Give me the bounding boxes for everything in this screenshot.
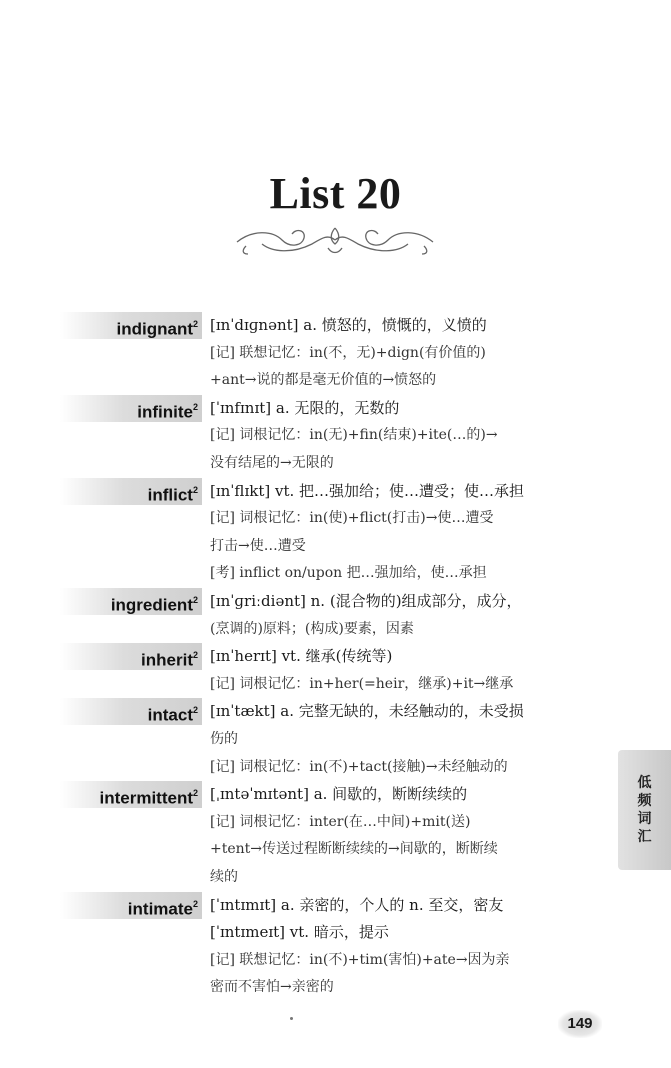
entry-note-line: 没有结尾的→无限的 xyxy=(210,455,334,471)
entry-level: 2 xyxy=(192,650,198,660)
entry-word xyxy=(60,781,202,808)
entry-note-line: +tent→传送过程断断续续的→间歇的，断断续 xyxy=(210,841,498,857)
entry-word-text: intimate xyxy=(127,899,193,919)
entry-note-line: 密而不害怕→亲密的 xyxy=(210,979,334,995)
entry-level: 2 xyxy=(192,705,198,715)
entry-word-text: infinite xyxy=(137,402,193,422)
side-tab xyxy=(618,750,671,870)
entry-word xyxy=(60,312,202,339)
entry-note-line: +ant→说的都是毫无价值的→愤怒的 xyxy=(210,372,437,388)
entry-level: 2 xyxy=(192,402,198,412)
entry-note-line: 打击→使…遭受 xyxy=(210,538,306,554)
entry-note-line: [记] 词根记忆：in(无)+fin(结束)+ite(…的)→ xyxy=(210,427,498,443)
entry-definition: [ɪnˈflɪkt] vt. 把…强加给；使…遭受；使…承担 xyxy=(210,482,525,500)
entry-word xyxy=(60,643,202,670)
entry-definition: [ɪnˈtækt] a. 完整无缺的，未经触动的，未受损 xyxy=(210,702,524,720)
entry-note-line: (烹调的)原料；(构成)要素，因素 xyxy=(210,621,414,637)
entry-note-line: [ˈɪntɪmeɪt] vt. 暗示，提示 xyxy=(210,923,389,941)
page-title: List 20 xyxy=(269,169,402,218)
entry-note-line: [记] 词根记忆：inter(在…中间)+mit(送) xyxy=(210,814,471,830)
entry-word xyxy=(60,588,202,615)
entry-note-line: [记] 联想记忆：in(不，无)+dign(有价值的) xyxy=(210,345,486,361)
entry-word xyxy=(60,892,202,919)
entry-word-text: inflict xyxy=(147,485,193,505)
entry-word-text: intermittent xyxy=(99,788,193,808)
entry-note-line: [考] inflict on/upon 把…强加给，使…承担 xyxy=(210,565,487,581)
entry-note-line: 伤的 xyxy=(210,731,238,747)
entry-note-line: [记] 词根记忆：in(使)+flict(打击)→使…遭受 xyxy=(210,510,494,526)
print-dot xyxy=(290,1017,293,1020)
entry-definition: [ˈɪnfɪnɪt] a. 无限的，无数的 xyxy=(210,399,400,417)
entry-level: 2 xyxy=(192,319,198,329)
side-tab-label: 低频词汇 xyxy=(637,775,652,845)
entry-definition: [ˈɪntɪmɪt] a. 亲密的，个人的 n. 至交，密友 xyxy=(210,896,504,914)
entry-word-text: indignant xyxy=(116,319,193,339)
entry-word xyxy=(60,698,202,725)
entry-word xyxy=(60,478,202,505)
entry-word-text: ingredient xyxy=(110,595,193,615)
entry-note-line: 续的 xyxy=(210,869,238,885)
entry-level: 2 xyxy=(192,595,198,605)
entry-note-line: [记] 词根记忆：in+her(=heir，继承)+it→继承 xyxy=(210,676,514,692)
entry-definition: [ɪnˈɡriːdiənt] n. (混合物的)组成部分，成分， xyxy=(210,592,522,610)
entry-level: 2 xyxy=(192,788,198,798)
entry-note-line: [记] 词根记忆：in(不)+tact(接触)→未经触动的 xyxy=(210,759,508,775)
entry-definition: [ˌɪntəˈmɪtənt] a. 间歇的，断断续续的 xyxy=(210,785,468,803)
decorative-ornament xyxy=(232,220,438,262)
entry-level: 2 xyxy=(192,899,198,909)
entry-word-text: inherit xyxy=(141,650,193,670)
entry-word-text: intact xyxy=(147,705,193,725)
entry-level: 2 xyxy=(192,485,198,495)
entry-note-line: [记] 联想记忆：in(不)+tim(害怕)+ate→因为亲 xyxy=(210,952,510,968)
page-number: 149 xyxy=(558,1010,602,1038)
entry-word xyxy=(60,395,202,422)
entry-definition: [ɪnˈdɪɡnənt] a. 愤怒的，愤慨的，义愤的 xyxy=(210,316,487,334)
entry-definition: [ɪnˈherɪt] vt. 继承(传统等) xyxy=(210,647,393,665)
